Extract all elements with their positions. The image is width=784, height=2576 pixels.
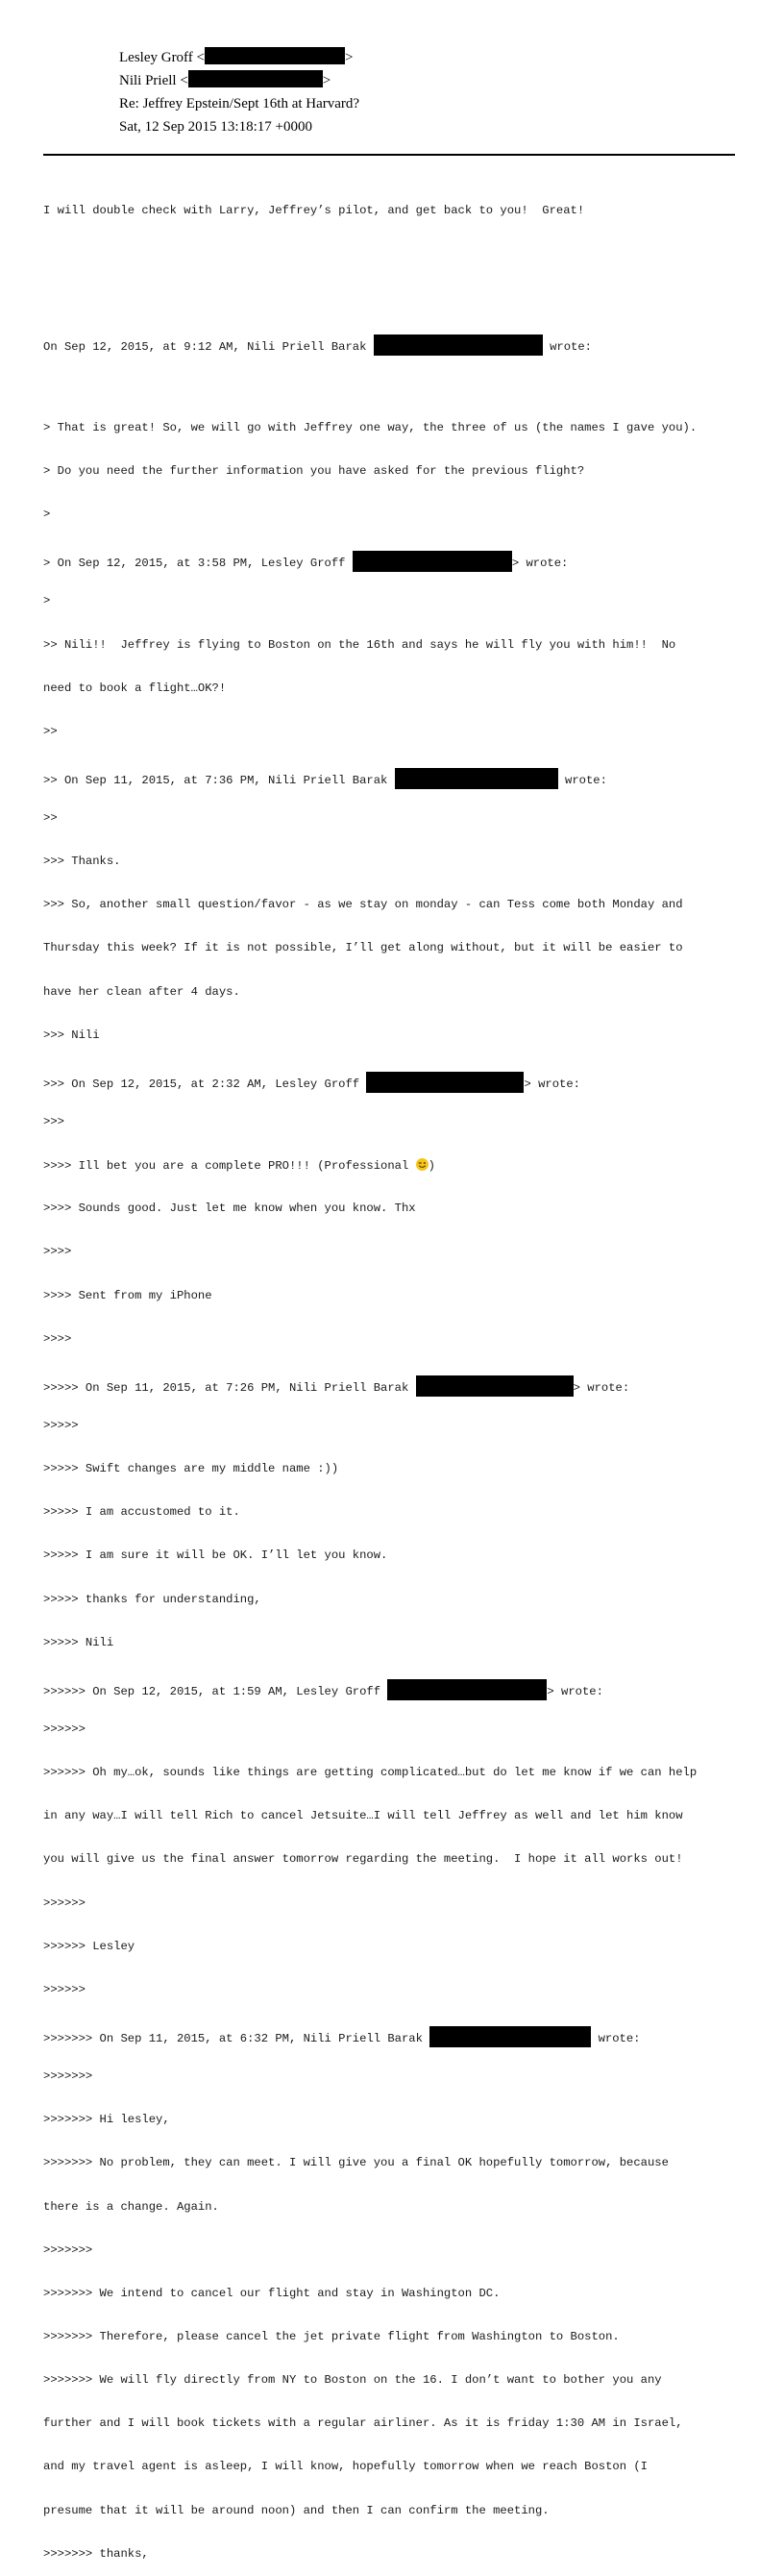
email-body [43, 175, 745, 2576]
body-line [43, 290, 745, 305]
body-line: you will give us the final answer tomorrow regarding the meeting. I hope it all works out! [43, 1852, 683, 1867]
body-line: >>>>> I am accustomed to it. [43, 1505, 240, 1520]
redaction-box [205, 47, 345, 64]
body-line: >> On Sep 11, 2015, at 7:36 PM, Nili Priell Barak wrote: [43, 768, 745, 782]
body-line: and my travel agent is asleep, I will know, hopefully tomorrow when we reach Boston (I [43, 2460, 648, 2474]
body-line: >>>>>> Lesley [43, 1939, 135, 1953]
body-line [43, 378, 745, 392]
body-line: >>>>>>> thanks, [43, 2546, 149, 2561]
body-line: >>>>>>> We will fly directly from NY to Boston on the 16. I don’t want to bother you any [43, 2373, 662, 2388]
body-line: >> [43, 811, 58, 826]
redaction-box [374, 334, 543, 356]
redaction-box [353, 551, 512, 572]
body-line: >>>> Sounds good. Just let me know when you know. Thx [43, 1201, 416, 1216]
body-line: >> Nili!! Jeffrey is flying to Boston on the 16th and says he will fly you with him!! No [43, 637, 676, 652]
to-value: Nili Priell < > [119, 69, 331, 92]
body-line [43, 247, 745, 261]
body-line: >>>> [43, 1245, 72, 1259]
body-line: > That is great! So, we will go with Jeffrey one way, the three of us (the names I gave you). [43, 420, 698, 434]
header-divider [43, 154, 735, 156]
winking-face-icon [416, 1158, 429, 1171]
body-line: there is a change. Again. [43, 2199, 219, 2214]
body-line: have her clean after 4 days. [43, 984, 240, 999]
body-line: >> [43, 724, 58, 738]
body-line: >>>>>> [43, 1982, 86, 1996]
body-line: in any way…I will tell Rich to cancel Jetsuite…I will tell Jeffrey as well and let him know [43, 1809, 683, 1823]
body-line: >>> On Sep 12, 2015, at 2:32 AM, Lesley Groff > wrote: [43, 1072, 745, 1086]
body-line: > [43, 594, 51, 608]
body-line: >>> Thanks. [43, 855, 121, 869]
body-line: >>>>>>> No problem, they can meet. I will give you a final OK hopefully tomorrow, because [43, 2156, 669, 2170]
body-line: > Do you need the further information you have asked for the previous flight? [43, 463, 585, 478]
body-line: >>>>> I am sure it will be OK. I’ll let you know. [43, 1548, 388, 1563]
body-line: >>> [43, 1115, 64, 1129]
redaction-box [188, 70, 323, 87]
redaction-box [366, 1072, 524, 1093]
body-line: >>>>>> On Sep 12, 2015, at 1:59 AM, Lesley Groff > wrote: [43, 1679, 745, 1694]
body-line: >>>>>>> On Sep 11, 2015, at 6:32 PM, Nili Priell Barak wrote: [43, 2026, 745, 2041]
body-line: >>>>> [43, 1419, 79, 1433]
body-line: On Sep 12, 2015, at 9:12 AM, Nili Priell Barak wrote: [43, 334, 745, 349]
body-line: >>> Nili [43, 1028, 100, 1042]
body-line: >>>>>>> Therefore, please cancel the jet private flight from Washington to Boston. [43, 2329, 620, 2343]
redaction-box [387, 1679, 547, 1700]
body-line: >>>>>> [43, 1895, 86, 1910]
body-line: Thursday this week? If it is not possible, I’ll get along without, but it will be easier to [43, 941, 683, 955]
body-line: further and I will book tickets with a regular airliner. As it is friday 1:30 AM in Israel, [43, 2416, 683, 2431]
body-line: >>>> Sent from my iPhone [43, 1288, 212, 1302]
subject-value: Re: Jeffrey Epstein/Sept 16th at Harvard? [119, 96, 360, 111]
body-line: >>> So, another small question/favor - as we stay on monday - can Tess come both Monday and [43, 898, 683, 912]
body-line: >>>>>>> We intend to cancel our flight and stay in Washington DC. [43, 2286, 501, 2300]
body-line: > [43, 508, 51, 522]
body-line: >>>>> thanks for understanding, [43, 1592, 261, 1606]
from-value: Lesley Groff < > [119, 46, 353, 69]
body-line: > On Sep 12, 2015, at 3:58 PM, Lesley Groff > wrote: [43, 551, 745, 565]
body-line: >>>> [43, 1331, 72, 1346]
date-value: Sat, 12 Sep 2015 13:18:17 +0000 [119, 119, 312, 135]
body-line: >>>>>>> [43, 2242, 93, 2257]
body-line: >>>>> Swift changes are my middle name :)) [43, 1462, 339, 1476]
body-line: >>>>>> Oh my…ok, sounds like things are getting complicated…but do let me know if we can help [43, 1766, 698, 1780]
body-line: I will double check with Larry, Jeffrey’s pilot, and get back to you! Great! [43, 204, 585, 218]
body-line: presume that it will be around noon) and then I can confirm the meeting. [43, 2503, 550, 2517]
body-line: >>>>>> [43, 1722, 86, 1737]
redaction-box [429, 2026, 591, 2047]
body-line: >>>>> Nili [43, 1635, 114, 1649]
redaction-box [416, 1375, 574, 1397]
redaction-box [395, 768, 558, 789]
body-line: >>>> Ill bet you are a complete PRO!!! (Professional ) [43, 1159, 435, 1174]
body-line: >>>>>>> [43, 2069, 93, 2084]
body-line: >>>>>>> Hi lesley, [43, 2113, 170, 2127]
body-line: need to book a flight…OK?! [43, 681, 227, 695]
body-line: >>>>> On Sep 11, 2015, at 7:26 PM, Nili Priell Barak > wrote: [43, 1375, 745, 1390]
